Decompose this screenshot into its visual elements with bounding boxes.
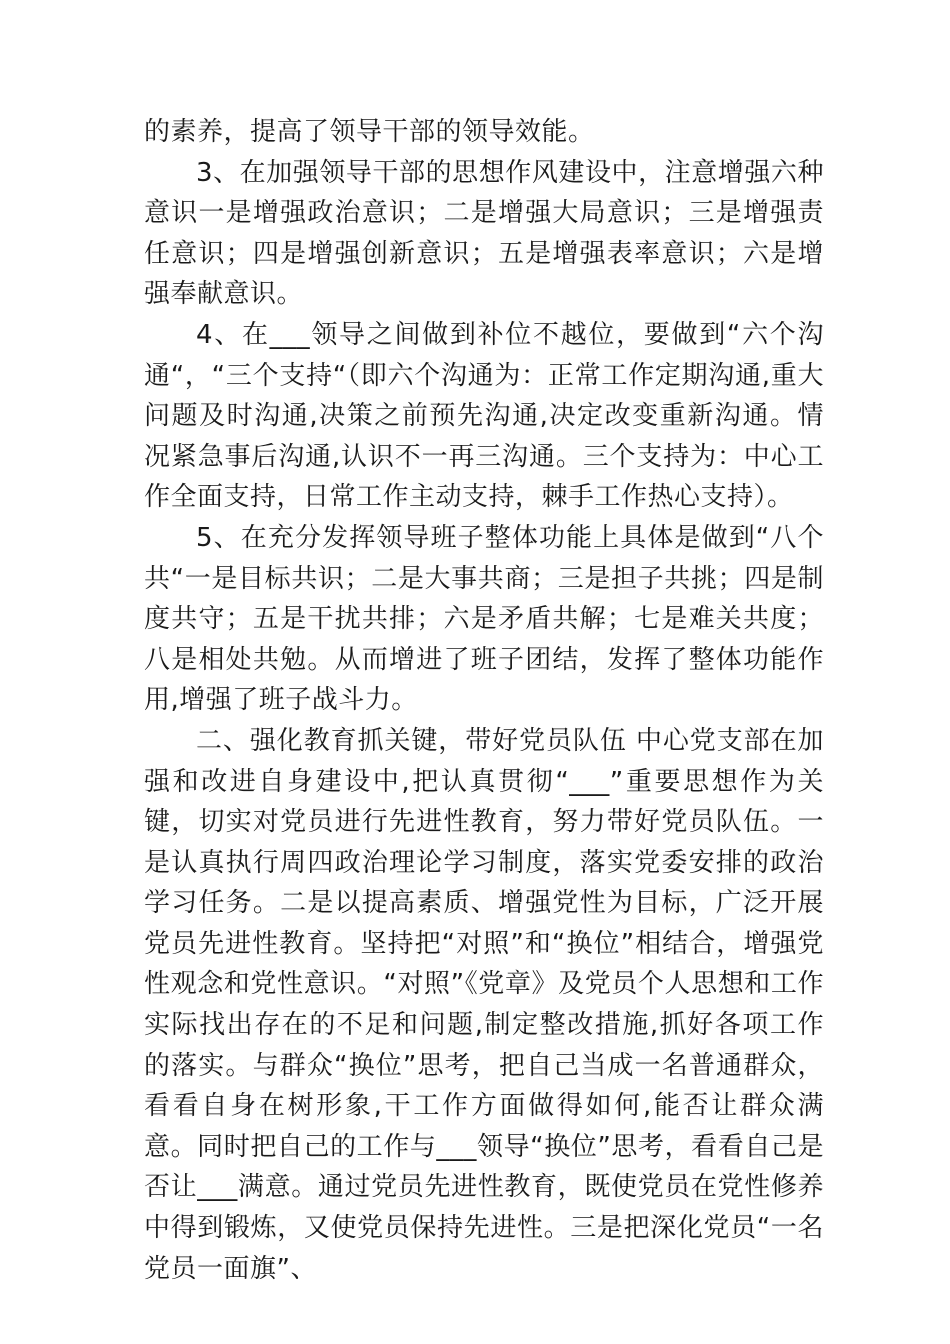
document-body xyxy=(144,112,824,1289)
paragraph-section-2: 二、强化教育抓关键，带好党员队伍 中心党支部在加强和改进自身建设中,把认真贯彻“___”重要思想作为关键，切实对党员进行先进性教育，努力带好党员队伍。一是认真执行周四政治理论学习制度，落实党委安排的政治学习任务。二是以提高素质、增强党性为目标，广泛开展党员先进性教育。坚持把“对照”和“换位”相结合，增强党性观念和党性意识。“对照”《党章》及党员个人思想和工作实际找出存在的不足和问题,制定整改措施,抓好各项工作的落实。与群众“换位”思考，把自己当成一名普通群众，看看自身在树形象,干工作方面做得如何,能否让群众满意。同时把自己的工作与___领导“换位”思考，看看自己是否让___满意。通过党员先进性教育，既使党员在党性修养中得到锻炼，又使党员保持先进性。三是把深化党员“一名党员一面旗”、 xyxy=(144,725,824,1284)
paragraph-item-3: 3、在加强领导干部的思想作风建设中，注意增强六种意识一是增强政治意识；二是增强大局意识；三是增强责任意识；四是增强创新意识；五是增强表率意识；六是增强奉献意识。 xyxy=(144,157,824,310)
paragraph-item-5: 5、在充分发挥领导班子整体功能上具体是做到“八个共“一是目标共识；二是大事共商；三是担子共挑；四是制度共守；五是干扰共排；六是矛盾共解；七是难关共度；八是相处共勉。从而增进了班子团结，发挥了整体功能作用,增强了班子战斗力。 xyxy=(144,522,824,716)
paragraph-item-4: 4、在___领导之间做到补位不越位，要做到“六个沟通“，“三个支持“（即六个沟通为：正常工作定期沟通,重大问题及时沟通,决策之前预先沟通,决定改变重新沟通。情况紧急事后沟通,认识不一再三沟通。三个支持为：中心工作全面支持，日常工作主动支持，棘手工作热心支持）。 xyxy=(144,319,824,513)
paragraph-continuation: 的素养，提高了领导干部的领导效能。 xyxy=(144,117,595,147)
